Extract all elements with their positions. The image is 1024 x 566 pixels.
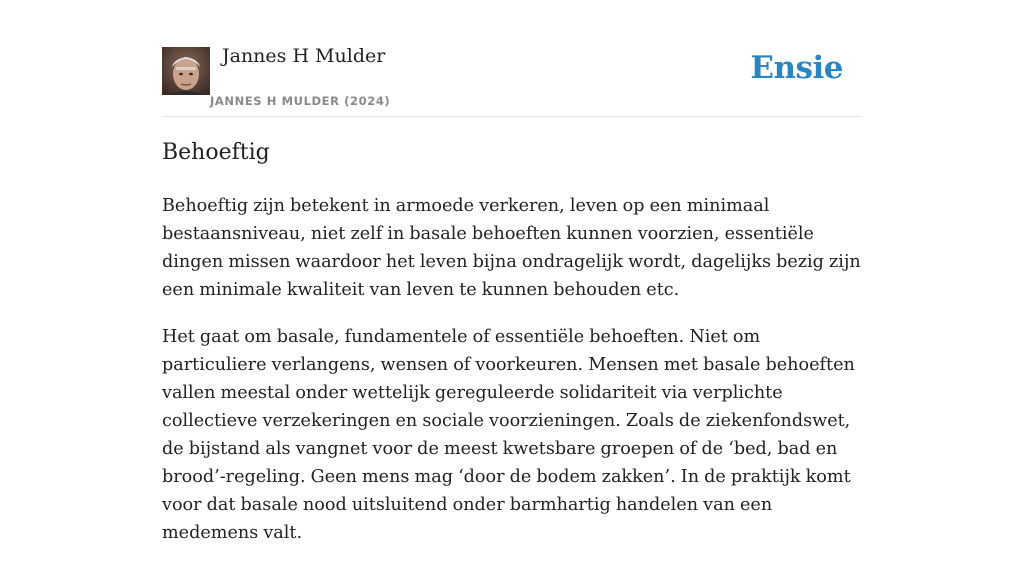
article-header xyxy=(162,0,862,117)
author-photo xyxy=(162,47,210,95)
paragraph: Het gaat om basale, fundamentele of essentiële behoeften. Niet om particuliere verlangens, wensen of voorkeuren. Mensen met basale behoeften vallen meestal onder wettelijk gereguleerde solidariteit via verplichte collectieve verzekeringen en sociale voorzieningen. Zoals de ziekenfondswet, de bijstand als vangnet voor de meest kwetsbare groepen of de ‘bed, bad en brood’-regeling. Geen mens mag ‘door de bodem zakken’. In de praktijk komt voor dat basale nood uitsluitend onder barmhartig handelen van een medemens valt. xyxy=(162,327,855,543)
author-name[interactable]: Jannes H Mulder xyxy=(222,45,386,67)
author-meta: JANNES H MULDER (2024) xyxy=(210,94,391,108)
paragraph: Behoeftig zijn betekent in armoede verkeren, leven op een minimaal bestaansniveau, niet zelf in basale behoeften kunnen voorzien, essentiële dingen missen waardoor het leven bijna ondragelijk wordt, dagelijks bezig zijn een minimale kwaliteit van leven te kunnen behouden etc. xyxy=(162,196,861,300)
article-title: Behoeftig xyxy=(162,140,270,165)
author-avatar[interactable] xyxy=(162,47,210,95)
page xyxy=(162,0,862,543)
article-body xyxy=(162,192,862,566)
brand-logo[interactable]: Ensie xyxy=(750,50,843,86)
